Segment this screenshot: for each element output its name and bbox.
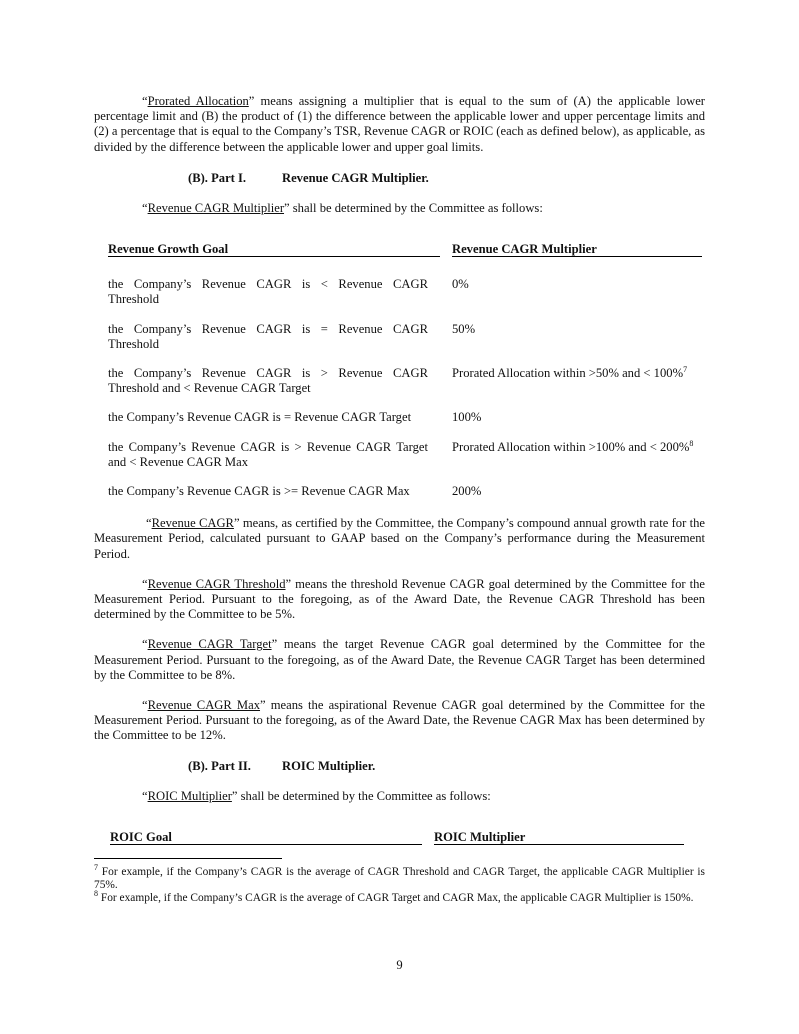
defined-term: Revenue CAGR Target [147, 637, 272, 652]
table-header-row [110, 830, 684, 845]
goal-cell: the Company’s Revenue CAGR is = Revenue CAGR Threshold [108, 321, 428, 351]
section-number: (B). Part I. [188, 170, 247, 185]
defined-term: Revenue CAGR Max [147, 698, 261, 713]
multiplier-value: Prorated Allocation within >100% and < 200% [452, 439, 690, 454]
footnote-ref: 8 [689, 438, 694, 448]
footnote-text: For example, if the Company’s CAGR is the average of CAGR Target and CAGR Max, the applicable CAGR Multiplier is 150%. [100, 892, 694, 905]
footnote-list [94, 863, 705, 906]
table-row [108, 352, 702, 396]
footnote-separator [94, 858, 282, 859]
footnote-ref: 7 [683, 364, 688, 374]
column-header-goal: ROIC Goal [110, 830, 422, 845]
column-gap [440, 242, 452, 257]
definition-paragraph [94, 516, 705, 562]
definition-text: ” means the threshold Revenue CAGR goal determined by the Committee for the Measurement Period. Pursuant to the foregoing, as of the Award Date, the Revenue CAGR Threshold has been determined by the Committee to be 5%. [94, 576, 705, 622]
page-number: 9 [396, 958, 403, 972]
roic-table [110, 830, 684, 845]
gap-cell [440, 470, 452, 499]
multiplier-value: 200% [452, 484, 482, 499]
multiplier-cell [452, 308, 702, 352]
gap-cell [440, 257, 452, 307]
definition-text: ” means the aspirational Revenue CAGR goal determined by the Committee for the Measurement Period. Pursuant to the foregoing, as of the Award Date, the Revenue CAGR Max has been determined by the Committee to be 12%. [94, 698, 705, 743]
column-header-goal: Revenue Growth Goal [108, 242, 440, 257]
multiplier-value: 50% [452, 321, 476, 336]
section-heading-part-1 [188, 171, 705, 186]
goal-cell: the Company’s Revenue CAGR is < Revenue CAGR Threshold [108, 277, 428, 307]
footnote [94, 889, 705, 905]
definition-paragraph [94, 577, 705, 623]
gap-cell [440, 426, 452, 470]
multiplier-value: 100% [452, 410, 482, 425]
open-quote: “ [146, 516, 152, 531]
column-header-multiplier: Revenue CAGR Multiplier [452, 242, 702, 257]
footnote-number: 8 [94, 889, 98, 899]
multiplier-cell [452, 257, 702, 307]
definition-paragraph [94, 698, 705, 744]
definition-text: ” means the target Revenue CAGR goal determined by the Committee for the Measurement Period. Pursuant to the foregoing, as of the Award Date, the Revenue CAGR Target has been determined by the Committee to be 8%. [94, 637, 705, 682]
gap-cell [440, 396, 452, 425]
goal-cell: the Company’s Revenue CAGR is > Revenue CAGR Threshold and < Revenue CAGR Target [108, 366, 428, 396]
open-quote: “ [142, 576, 148, 591]
table-row [108, 257, 702, 307]
goal-cell: the Company’s Revenue CAGR is > Revenue CAGR Target and < Revenue CAGR Max [108, 439, 428, 469]
open-quote: “ [142, 94, 148, 108]
definitions [94, 516, 705, 743]
multiplier-cell [452, 470, 702, 499]
prorated-allocation-paragraph [94, 94, 705, 155]
section-heading-part-2 [188, 759, 705, 774]
open-quote: “ [142, 637, 148, 652]
defined-term: Prorated Allocation [147, 94, 249, 108]
defined-term: Revenue CAGR Threshold [147, 576, 286, 591]
table-row [108, 308, 702, 352]
defined-term: Revenue CAGR Multiplier [147, 201, 285, 216]
definition-text: ” means, as certified by the Committee, the Company’s compound annual growth rate for the Measurement Period, calculated pursuant to GAAP based on the Company’s performance during the Measurement Period. [94, 516, 705, 561]
column-header-multiplier: ROIC Multiplier [434, 830, 684, 845]
paragraph-text: ” shall be determined by the Committee as follows: [284, 201, 543, 216]
footnote-text: For example, if the Company’s CAGR is the average of CAGR Threshold and CAGR Target, the applicable CAGR Multiplier is 75%. [94, 866, 705, 892]
footnotes [94, 858, 705, 906]
table-row [108, 426, 702, 470]
section-title: ROIC Multiplier. [282, 758, 376, 773]
multiplier-value: Prorated Allocation within >50% and < 100% [452, 366, 684, 381]
roic-multiplier-intro [94, 789, 705, 804]
gap-cell [440, 308, 452, 352]
footnote-number: 7 [94, 863, 98, 873]
document-page [94, 94, 705, 845]
gap-cell [440, 352, 452, 396]
table-header-row [108, 242, 702, 257]
goal-cell: the Company’s Revenue CAGR is >= Revenue CAGR Max [108, 484, 410, 499]
defined-term: ROIC Multiplier [147, 788, 232, 803]
table-row [108, 396, 702, 425]
definition-paragraph [94, 637, 705, 683]
footnote [94, 863, 705, 892]
revenue-table-body [108, 257, 702, 499]
open-quote: “ [142, 698, 148, 713]
multiplier-value: 0% [452, 277, 469, 292]
open-quote: “ [142, 201, 148, 216]
table-row [108, 470, 702, 499]
section-number: (B). Part II. [188, 758, 251, 773]
section-title: Revenue CAGR Multiplier. [282, 170, 429, 185]
revenue-cagr-table [108, 242, 702, 499]
defined-term: Revenue CAGR [151, 516, 234, 531]
multiplier-cell [452, 396, 702, 425]
open-quote: “ [142, 788, 148, 803]
multiplier-cell [452, 352, 702, 396]
paragraph-text: ” shall be determined by the Committee as follows: [231, 788, 491, 803]
column-gap [422, 830, 434, 845]
multiplier-cell [452, 426, 702, 470]
paragraph-text: ” means assigning a multiplier that is equal to the sum of (A) the applicable lower percentage limit and (B) the product of (1) the difference between the applicable lower and upper percentage limits and (2) a percentage that is equal to the Company’s TSR, Revenue CAGR or ROIC (each as defined below), as applicable, as divided by the difference between the applicable lower and upper goal limits. [94, 94, 705, 154]
goal-cell: the Company’s Revenue CAGR is = Revenue CAGR Target [108, 410, 412, 425]
revenue-multiplier-intro [94, 201, 705, 216]
